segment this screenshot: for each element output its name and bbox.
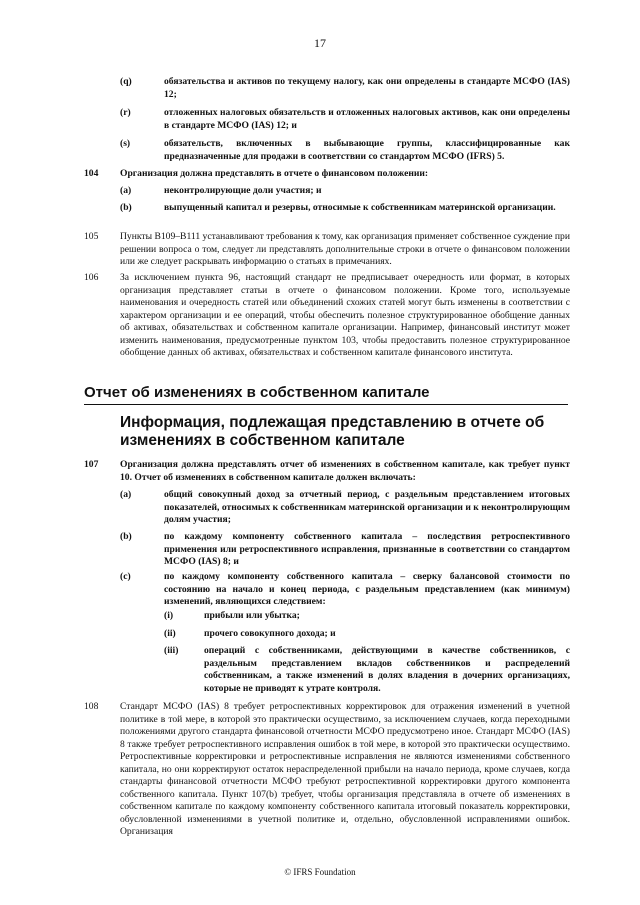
item-label: (q) — [120, 76, 132, 87]
item-label: (c) — [120, 571, 131, 582]
paragraph-106 — [84, 272, 570, 360]
list-item-s — [120, 138, 570, 163]
paragraph-text: Стандарт МСФО (IAS) 8 требует ретроспективных корректировок для отражения изменений в учетной политике в той мере, в которой это практически осуществимо, за исключением случаев, когда переходными положениями другого стандарта финансовой отчетности МСФО предусмотрено иное. Стандарт МСФО (IAS) 8 также требует ретроспективного исправления ошибок в той мере, в которой это практически осуществимо. Ретроспективные корректировки и ретроспективные исправления не являются изменениями собственного капитала, но они корректируют остаток нераспределенной прибыли на начало периода, кроме случаев, когда стандарты финансовой отчетности МСФО требуют ретроспективной корректировки другого компонента собственного капитала. Пункт 107(b) требует, чтобы организация представляла в отчете об изменениях в собственном капитале по каждому компоненту собственного капитала итоговый показатель корректировки, обусловленной изменениями в учетной политике и, отдельно, обусловленной исправлениями ошибок. Организация — [120, 701, 570, 837]
subitem-i — [164, 610, 570, 623]
paragraph-text: За исключением пункта 96, настоящий стандарт не предписывает очередность или формат, в которых организация представляет статьи в отчете о финансовом положении. Кроме того, используемые наименования и очередность статей или объединений схожих статей могут быть изменены в соответствии с характером организации и ее операций, чтобы обеспечить полезное структурированное обобщение данных об активах, обязательствах и собственном капитале организации. Например, финансовый институт может изменить наименования, предусмотренные пунктом 103, чтобы предоставить полезное структурированное обобщение данных об активах, обязательствах и собственном капитале финансового института. — [120, 272, 570, 358]
paragraph-text: Организация должна представлять в отчете о финансовом положении: — [120, 168, 429, 179]
list-item-104b — [120, 202, 570, 215]
subitem-text: прибыли или убытка; — [204, 610, 300, 621]
list-item-107a — [120, 489, 570, 527]
list-item-107c — [120, 571, 570, 609]
item-text: обязательства и активов по текущему налогу, как они определены в стандарте МСФО (IAS) 12; — [164, 76, 570, 100]
paragraph-number: 108 — [84, 701, 99, 712]
paragraph-108 — [84, 701, 570, 839]
subitem-text: прочего совокупного дохода; и — [204, 628, 336, 639]
section-heading: Отчет об изменениях в собственном капитале — [84, 384, 568, 405]
list-item-r — [120, 107, 570, 132]
paragraph-number: 104 — [84, 168, 99, 179]
paragraph-number: 107 — [84, 459, 99, 470]
sub-heading: Информация, подлежащая представлению в отчете об изменениях в собственном капитале — [120, 414, 545, 449]
item-text: отложенных налоговых обязательств и отложенных налоговых активов, как они определены в стандарте МСФО (IAS) 12; и — [164, 107, 570, 131]
paragraph-text: Пункты В109–В111 устанавливают требования к тому, как организация применяет собственное суждение при решении вопроса о том, следует ли представлять дополнительные строки в отчете о финансовом положении или же следует раскрывать информацию о статьях в примечаниях. — [120, 231, 570, 267]
subitem-ii — [164, 628, 570, 641]
paragraph-104 — [84, 168, 570, 181]
item-text: по каждому компоненту собственного капитала – сверку балансовой стоимости по состоянию на начало и конец периода, с раздельным представлением (как минимум) изменений, являющихся следствием: — [164, 571, 570, 607]
item-text: обязательств, включенных в выбывающие группы, классифицированные как предназначенные для продажи в соответствии со стандартом МСФО (IFRS) 5. — [164, 138, 570, 162]
item-text: выпущенный капитал и резервы, относимые к собственникам материнской организации. — [164, 202, 556, 213]
list-item-q — [120, 76, 570, 101]
list-item-107b — [120, 531, 570, 569]
subitem-iii — [164, 645, 570, 695]
item-label: (s) — [120, 138, 131, 149]
item-label: (a) — [120, 185, 132, 196]
item-label: (b) — [120, 531, 132, 542]
item-text: по каждому компоненту собственного капитала – последствия ретроспективного применения или ретроспективного исправления, признанные в соответствии со стандартом МСФО (IAS) 8; и — [164, 531, 570, 567]
page-number: 17 — [314, 36, 326, 50]
subitem-label: (i) — [164, 610, 174, 621]
subitem-text: операций с собственниками, действующими в качестве собственников, с раздельным представлением вкладов собственников и распределений собственникам, а также изменений в долях владения в дочерних организациях, которые не приводят к утрате контроля. — [204, 645, 570, 694]
paragraph-number: 105 — [84, 231, 99, 242]
footer-copyright: © IFRS Foundation — [284, 867, 356, 877]
paragraph-text: Организация должна представлять отчет об изменениях в собственном капитале, как требует пункт 10. Отчет об изменениях в собственном капитале должен включать: — [120, 459, 570, 483]
paragraph-number: 106 — [84, 272, 99, 283]
paragraph-107 — [84, 459, 570, 484]
paragraph-105 — [84, 231, 570, 269]
item-label: (a) — [120, 489, 132, 500]
list-item-104a — [120, 185, 570, 198]
item-label: (r) — [120, 107, 131, 118]
item-text: неконтролирующие доли участия; и — [164, 185, 322, 196]
item-label: (b) — [120, 202, 132, 213]
subitem-label: (iii) — [164, 645, 179, 656]
subitem-label: (ii) — [164, 628, 176, 639]
item-text: общий совокупный доход за отчетный период, с раздельным представлением итоговых показателей, относимых к собственникам материнской организации и к неконтролирующим долям участия; — [164, 489, 570, 525]
